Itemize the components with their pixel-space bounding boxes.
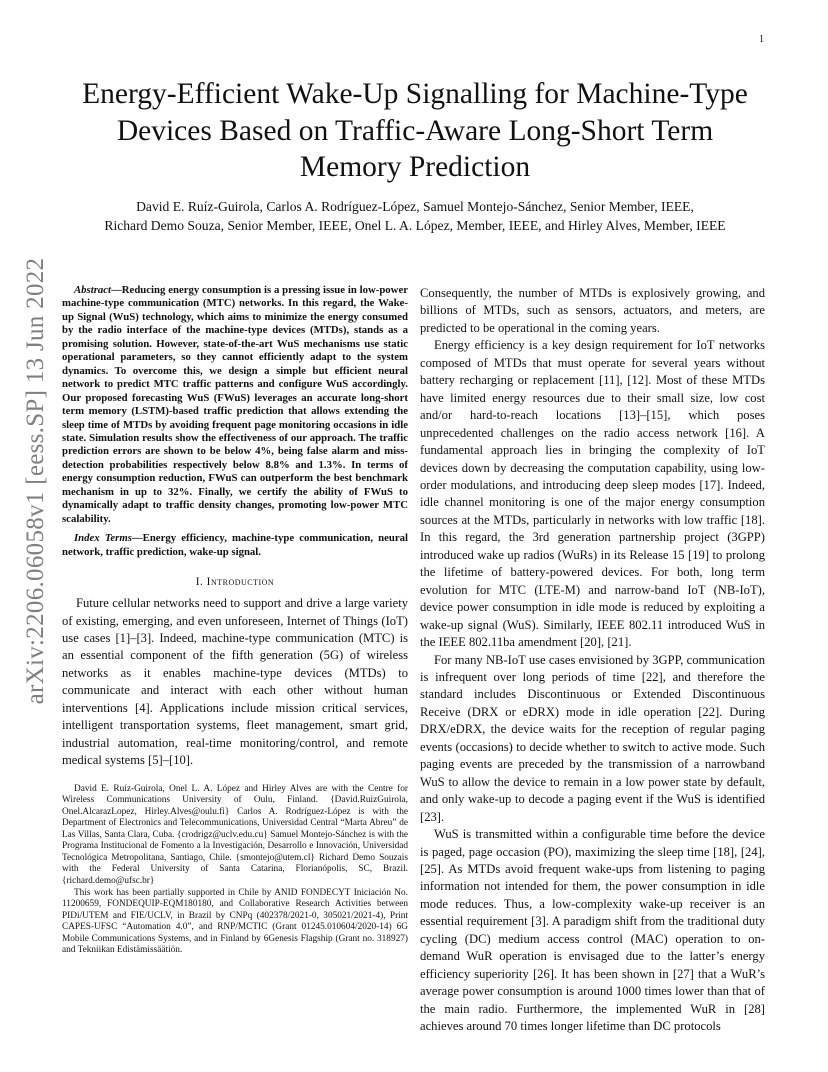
section-heading: I. Introduction	[195, 576, 275, 589]
arxiv-id-text: arXiv:2206.06058v1 [eess.SP] 13 Jun 2022	[22, 257, 49, 705]
abstract-label: Abstract	[74, 284, 112, 296]
page-number: 1	[759, 34, 764, 45]
paragraph-nbiot: For many NB-IoT use cases envisioned by 3GPP, communication is infrequent over long periods of time [22], and therefore the standard includes Discontinuous or Extended Discontinuous Receive (DRX or eDRX) mode in idle operation [22]. During DRX/eDRX, the device waits for the reception of regular paging events (occasions) to decide whether to switch to active mode. Such paging events are preceded by the transmission of a narrowband WuS to allow the device to remain in a low power state by default, and only wake-up to decode a paging event if the WuS is identified [23].	[420, 652, 765, 824]
index-terms-label: Index Terms	[74, 532, 132, 545]
right-column	[420, 285, 765, 1035]
authors-line-1: David E. Ruíz-Guirola, Carlos A. Rodríguez-López, Samuel Montejo-Sánchez, Senior Member, IEEE,	[136, 199, 694, 214]
index-terms	[62, 532, 408, 559]
paragraph-energy-efficiency: Energy efficiency is a key design requirement for IoT networks composed of MTDs that must operate for several years without battery recharging or replacement [11], [12]. Most of these MTDs have limited energy resources due to their small size, low cost and/or hard-to-reach locations [13]–[15], which poses unprecedented challenges on the radio access network [16]. A fundamental approach lies in bringing the complexity of IoT devices down by decreasing the computation capability, using low-order modulations, and introducing deep sleep modes [17]. Indeed, idle channel monitoring is one of the major energy consumption sources at the MTDs, particularly in networks with low traffic [18]. In this regard, the 3rd generation partnership project (3GPP) introduced wake up radios (WuRs) in its Release 15 [19] to prolong the lifetime of battery-powered devices. For both, long term evolution for MTC (LTE-M) and narrow-band IoT (NB-IoT), device power consumption in idle mode is reduced by exploiting a wake-up signal (WuS). Similarly, IEEE 802.11 introduced WuS in the IEEE 802.11ba amendment [20], [21].	[420, 338, 765, 650]
footnote-funding: This work has been partially supported in Chile by ANID FONDECYT Iniciación No. 11200659, FONDEQUIP-EQM180180, and Collaborative Research Activities between PIDi/UTEM and FIE/UCLV, in Brazil by CNPq (402378/2021-0, 305021/2021-4), Print CAPES-UFSC “Automation 4.0”, and RNP/MCTIC (Grant 01245.010604/2020-14) 6G Mobile Communications Systems, and in Finland by 6Genesis Flagship (Grant no. 318927) and Tekniikan Edistämissäätiön.	[62, 887, 408, 956]
paper-title: Energy-Efficient Wake-Up Signalling for Machine-Type Devices Based on Traffic-Aware Long-Short Term Memory Prediction	[82, 78, 748, 183]
index-terms-text: —Energy efficiency, machine-type communication, neural network, traffic prediction, wake-up signal.	[62, 532, 409, 558]
author-list	[70, 197, 760, 235]
footnotes	[62, 784, 408, 957]
intro-paragraph: Future cellular networks need to support and drive a large variety of existing, emerging, and even unforeseen, Internet of Things (IoT) use cases [1]–[3]. Indeed, machine-type communication (MTC) is an essential component of the fifth generation (5G) of wireless networks as it enables machine-type devices (MTDs) to communicate and interact with each other without human interventions [4]. Applications include mission critical services, intelligent transportation systems, fleet management, smart grid, industrial automation, real-time monitoring/control, and remote medical systems [5]–[10].	[62, 596, 408, 768]
abstract	[62, 284, 408, 526]
arxiv-identifier	[16, 257, 56, 705]
abstract-text: —Reducing energy consumption is a pressing issue in low-power machine-type communication (MTC) networks. In this regard, the Wake-up Signal (WuS) technology, which aims to minimize the energy consumed by the radio interface of the machine-type devices (MTDs), stands as a promising solution. However, state-of-the-art WuS mechanisms use static operational parameters, so they cannot efficiently adapt to the system dynamics. To overcome this, we design a simple but efficient neural network to predict MTC traffic patterns and configure WuS accordingly. Our proposed forecasting WuS (FWuS) leverages an accurate long-short term memory (LSTM)-based traffic prediction that allows extending the sleep time of MTDs by avoiding frequent page monitoring occasions in idle state. Simulation results show the effectiveness of our approach. The traffic prediction errors are shown to be below 4%, being false alarm and miss-detection probabilities respectively below 8.8% and 1.3%. In terms of energy consumption reduction, FWuS can outperform the best benchmark mechanism in up to 32%. Finally, we certify the ability of FWuS to dynamically adapt to traffic density changes, promoting low-power MTC scalability.	[62, 284, 408, 525]
authors-line-2: Richard Demo Souza, Senior Member, IEEE, Onel L. A. López, Member, IEEE, and Hirley Alves, Member, IEEE	[104, 218, 726, 233]
paragraph-continuation: Consequently, the number of MTDs is explosively growing, and billions of MTDs, such as sensors, actuators, and meters, are predicted to be operational in the coming years.	[420, 286, 765, 335]
left-column	[62, 284, 408, 957]
footnote-affiliations: David E. Ruíz-Guirola, Onel L. A. López and Hirley Alves are with the Centre for Wireless Communications University of Oulu, Finland. {David.RuizGuirola, Onel.AlcarazLopez, Hirley.Alves@oulu.fi} Carlos A. Rodríguez-López is with the Department of Electronics and Telecommunications, Universidad Central “Marta Abreu” de Las Villas, Santa Clara, Cuba. {crodrigz@uclv.edu.cu} Samuel Montejo-Sánchez is with the Programa Institucional de Fomento a la Investigación, Desarrollo e Innovación, Universidad Tecnológica Metropolitana, Santiago, Chile. {smontejo@utem.cl} Richard Demo Souzais with the Federal University of Santa Catarina, Florianópolis, SC, Brazil. {richard.demo@ufsc.br}	[62, 783, 408, 887]
paragraph-wus: WuS is transmitted within a configurable time before the device is paged, page occasion (PO), maximizing the sleep time [18], [24], [25]. As MTDs avoid frequent wake-ups from listening to paging information not intended for them, the power consumption in idle mode reduces. Thus, a low-complexity wake-up receiver is an essential requirement [3]. A paradigm shift from the traditional duty cycling (DC) medium access control (MAC) operation to on-demand WuR operation is envisaged due to the latter’s energy efficiency superiority [26]. It has been shown in [27] that a WuR’s average power consumption is around 1000 times lower than that of the main radio. Furthermore, the implemented WuR in [28] achieves around 70 times longer lifetime than DC protocols	[420, 827, 765, 1034]
